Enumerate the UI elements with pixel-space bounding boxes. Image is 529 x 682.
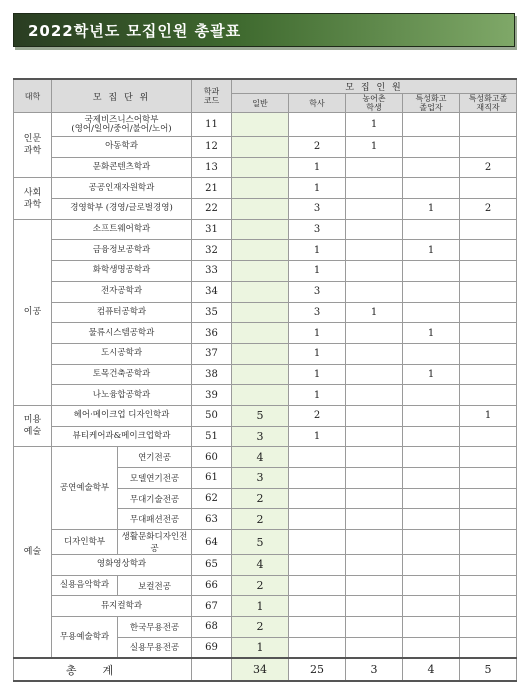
value-cell [346, 509, 403, 530]
header-col-general: 일반 [232, 94, 289, 113]
major-cell: 모델연기전공 [118, 468, 192, 489]
unit-cell: 뷰티케어과&메이크업학과 [52, 426, 192, 447]
value-cell [289, 617, 346, 638]
unit-group-cell: 실용음악학과 [52, 575, 118, 596]
value-cell [232, 113, 289, 137]
table-row [14, 302, 517, 323]
value-cell [460, 343, 517, 364]
value-cell [346, 199, 403, 220]
unit-cell: 공공인재자원학과 [52, 178, 192, 199]
unit-cell: 도시공학과 [52, 343, 192, 364]
unit-cell: 나노융합공학과 [52, 385, 192, 406]
value-cell [346, 343, 403, 364]
value-cell: 1 [403, 199, 460, 220]
value-cell: 1 [460, 405, 517, 426]
value-cell [403, 405, 460, 426]
unit-cell: 화학생명공학과 [52, 261, 192, 282]
value-cell [289, 113, 346, 137]
unit-cell: 문화콘텐츠학과 [52, 157, 192, 178]
table-row [14, 385, 517, 406]
value-cell [232, 261, 289, 282]
unit-cell: 국제비즈니스어학부 (영어/일어/중어/불어/노어) [52, 113, 192, 137]
value-cell [403, 157, 460, 178]
unit-cell: 물류시스템공학과 [52, 323, 192, 344]
value-cell [232, 364, 289, 385]
value-cell [460, 113, 517, 137]
college-cell: 미용 예술 [14, 405, 52, 446]
value-cell [460, 364, 517, 385]
value-cell: 2 [232, 617, 289, 638]
value-cell: 2 [460, 157, 517, 178]
value-cell [403, 468, 460, 489]
value-cell [346, 385, 403, 406]
value-cell [346, 637, 403, 658]
table-row [14, 426, 517, 447]
value-cell: 1 [346, 113, 403, 137]
code-cell: 62 [192, 488, 232, 509]
value-cell [403, 178, 460, 199]
unit-group-cell: 디자인학부 [52, 530, 118, 555]
value-cell: 2 [289, 405, 346, 426]
table-row [14, 575, 517, 596]
code-cell: 50 [192, 405, 232, 426]
value-cell [346, 617, 403, 638]
college-cell: 인문 과학 [14, 113, 52, 178]
header-college: 대학 [14, 79, 52, 113]
value-cell [232, 178, 289, 199]
unit-cell: 경영학부 (경영/글로벌경영) [52, 199, 192, 220]
value-cell [232, 385, 289, 406]
value-cell [460, 596, 517, 617]
major-cell: 무대패션전공 [118, 509, 192, 530]
code-cell: 33 [192, 261, 232, 282]
value-cell [232, 302, 289, 323]
header-recruit: 모 집 인 원 [232, 79, 517, 94]
value-cell: 2 [232, 488, 289, 509]
college-cell: 예술 [14, 447, 52, 658]
total-code [192, 658, 232, 681]
value-cell [346, 178, 403, 199]
value-cell [403, 137, 460, 158]
value-cell [460, 447, 517, 468]
table-row [14, 240, 517, 261]
total-label: 총계 [14, 658, 192, 681]
value-cell [460, 219, 517, 240]
header-code: 학과 코드 [192, 79, 232, 113]
code-cell: 68 [192, 617, 232, 638]
unit-group-cell: 무용예술학과 [52, 617, 118, 658]
value-cell [289, 637, 346, 658]
unit-cell: 헤어·메이크업 디자인학과 [52, 405, 192, 426]
value-cell [460, 178, 517, 199]
code-cell: 65 [192, 555, 232, 576]
value-cell [232, 137, 289, 158]
value-cell [460, 281, 517, 302]
code-cell: 39 [192, 385, 232, 406]
value-cell [460, 575, 517, 596]
value-cell [289, 555, 346, 576]
value-cell [460, 617, 517, 638]
value-cell [403, 575, 460, 596]
value-cell [346, 364, 403, 385]
table-row [14, 323, 517, 344]
value-cell [346, 240, 403, 261]
value-cell: 2 [289, 137, 346, 158]
value-cell: 1 [289, 240, 346, 261]
major-cell: 연기전공 [118, 447, 192, 468]
table-row [14, 199, 517, 220]
table-row [14, 157, 517, 178]
value-cell: 2 [460, 199, 517, 220]
value-cell [232, 281, 289, 302]
code-cell: 64 [192, 530, 232, 555]
table-row [14, 343, 517, 364]
major-cell: 실용무용전공 [118, 637, 192, 658]
total-row [14, 658, 517, 681]
unit-cell: 아동학과 [52, 137, 192, 158]
value-cell: 2 [232, 509, 289, 530]
total-value: 3 [346, 658, 403, 681]
value-cell [346, 596, 403, 617]
value-cell: 3 [232, 426, 289, 447]
value-cell [460, 137, 517, 158]
header-col-vocational-grad: 특성화고 졸업자 [403, 94, 460, 113]
value-cell [403, 385, 460, 406]
table-row [14, 447, 517, 468]
value-cell [403, 596, 460, 617]
unit-cell: 컴퓨터공학과 [52, 302, 192, 323]
value-cell [403, 426, 460, 447]
value-cell: 4 [232, 447, 289, 468]
value-cell [346, 323, 403, 344]
major-cell: 한국무용전공 [118, 617, 192, 638]
code-cell: 21 [192, 178, 232, 199]
header-col-vocational-worker: 특성화고졸 재직자 [460, 94, 517, 113]
code-cell: 36 [192, 323, 232, 344]
value-cell [403, 302, 460, 323]
college-cell: 이공 [14, 219, 52, 405]
value-cell: 1 [289, 261, 346, 282]
value-cell [346, 157, 403, 178]
value-cell [289, 596, 346, 617]
code-cell: 37 [192, 343, 232, 364]
value-cell: 1 [289, 364, 346, 385]
value-cell [460, 637, 517, 658]
table-row [14, 555, 517, 576]
table-row [14, 137, 517, 158]
value-cell [403, 637, 460, 658]
table-row [14, 261, 517, 282]
value-cell [460, 488, 517, 509]
value-cell [289, 468, 346, 489]
code-cell: 31 [192, 219, 232, 240]
code-cell: 12 [192, 137, 232, 158]
total-value: 5 [460, 658, 517, 681]
header-col-bachelor: 학사 [289, 94, 346, 113]
code-cell: 35 [192, 302, 232, 323]
value-cell [460, 385, 517, 406]
value-cell [403, 509, 460, 530]
value-cell [403, 219, 460, 240]
value-cell [232, 199, 289, 220]
recruitment-table [13, 78, 517, 682]
value-cell: 3 [289, 281, 346, 302]
code-cell: 60 [192, 447, 232, 468]
value-cell [403, 343, 460, 364]
table-row [14, 113, 517, 137]
code-cell: 32 [192, 240, 232, 261]
table-row [14, 219, 517, 240]
value-cell: 3 [289, 219, 346, 240]
value-cell: 1 [403, 240, 460, 261]
value-cell: 1 [289, 426, 346, 447]
value-cell [346, 488, 403, 509]
value-cell [289, 488, 346, 509]
unit-cell: 소프트웨어학과 [52, 219, 192, 240]
total-value: 4 [403, 658, 460, 681]
value-cell: 1 [403, 364, 460, 385]
value-cell [403, 281, 460, 302]
value-cell [460, 509, 517, 530]
value-cell [232, 157, 289, 178]
college-cell: 사회 과학 [14, 178, 52, 219]
value-cell [460, 530, 517, 555]
value-cell [346, 530, 403, 555]
total-value: 34 [232, 658, 289, 681]
title-banner [13, 13, 515, 47]
code-cell: 67 [192, 596, 232, 617]
value-cell [460, 261, 517, 282]
value-cell [346, 447, 403, 468]
value-cell [232, 343, 289, 364]
header-col-rural: 농어촌 학생 [346, 94, 403, 113]
value-cell: 1 [289, 157, 346, 178]
value-cell [289, 509, 346, 530]
code-cell: 13 [192, 157, 232, 178]
value-cell [403, 113, 460, 137]
value-cell [460, 555, 517, 576]
value-cell [403, 617, 460, 638]
code-cell: 66 [192, 575, 232, 596]
value-cell: 1 [289, 385, 346, 406]
value-cell [403, 447, 460, 468]
code-cell: 11 [192, 113, 232, 137]
value-cell [346, 405, 403, 426]
table-row [14, 596, 517, 617]
value-cell [346, 555, 403, 576]
value-cell [403, 530, 460, 555]
code-cell: 22 [192, 199, 232, 220]
value-cell: 5 [232, 530, 289, 555]
value-cell: 2 [232, 575, 289, 596]
value-cell: 5 [232, 405, 289, 426]
value-cell [460, 240, 517, 261]
value-cell: 1 [232, 596, 289, 617]
total-value: 25 [289, 658, 346, 681]
value-cell: 1 [289, 178, 346, 199]
value-cell [346, 219, 403, 240]
value-cell: 3 [289, 199, 346, 220]
value-cell [289, 530, 346, 555]
table-row [14, 405, 517, 426]
value-cell [403, 261, 460, 282]
value-cell [289, 447, 346, 468]
value-cell [289, 575, 346, 596]
table-row [14, 530, 517, 555]
value-cell: 1 [346, 302, 403, 323]
code-cell: 38 [192, 364, 232, 385]
code-cell: 63 [192, 509, 232, 530]
unit-cell: 토목건축공학과 [52, 364, 192, 385]
code-cell: 34 [192, 281, 232, 302]
page-title: 2022학년도 모집인원 총괄표 [28, 22, 242, 40]
table-row [14, 617, 517, 638]
value-cell [232, 323, 289, 344]
code-cell: 51 [192, 426, 232, 447]
value-cell: 1 [289, 343, 346, 364]
major-cell: 생활문화디자인전공 [118, 530, 192, 555]
value-cell [346, 575, 403, 596]
value-cell [346, 261, 403, 282]
value-cell [346, 426, 403, 447]
unit-cell: 영화영상학과 [52, 555, 192, 576]
value-cell [232, 240, 289, 261]
value-cell [460, 426, 517, 447]
unit-group-cell: 공연예술학부 [52, 447, 118, 530]
value-cell: 4 [232, 555, 289, 576]
value-cell: 1 [346, 137, 403, 158]
value-cell: 3 [232, 468, 289, 489]
header-unit: 모 집 단 위 [52, 79, 192, 113]
value-cell [403, 488, 460, 509]
value-cell: 3 [289, 302, 346, 323]
value-cell [460, 323, 517, 344]
unit-cell: 전자공학과 [52, 281, 192, 302]
value-cell [232, 219, 289, 240]
value-cell [403, 555, 460, 576]
major-cell: 무대기술전공 [118, 488, 192, 509]
code-cell: 61 [192, 468, 232, 489]
major-cell: 보컬전공 [118, 575, 192, 596]
code-cell: 69 [192, 637, 232, 658]
table-row [14, 364, 517, 385]
unit-cell: 금융정보공학과 [52, 240, 192, 261]
unit-cell: 뮤지컬학과 [52, 596, 192, 617]
value-cell [460, 302, 517, 323]
value-cell: 1 [403, 323, 460, 344]
value-cell [460, 468, 517, 489]
value-cell: 1 [289, 323, 346, 344]
table-row [14, 281, 517, 302]
value-cell [346, 281, 403, 302]
value-cell [346, 468, 403, 489]
value-cell: 1 [232, 637, 289, 658]
table-row [14, 178, 517, 199]
